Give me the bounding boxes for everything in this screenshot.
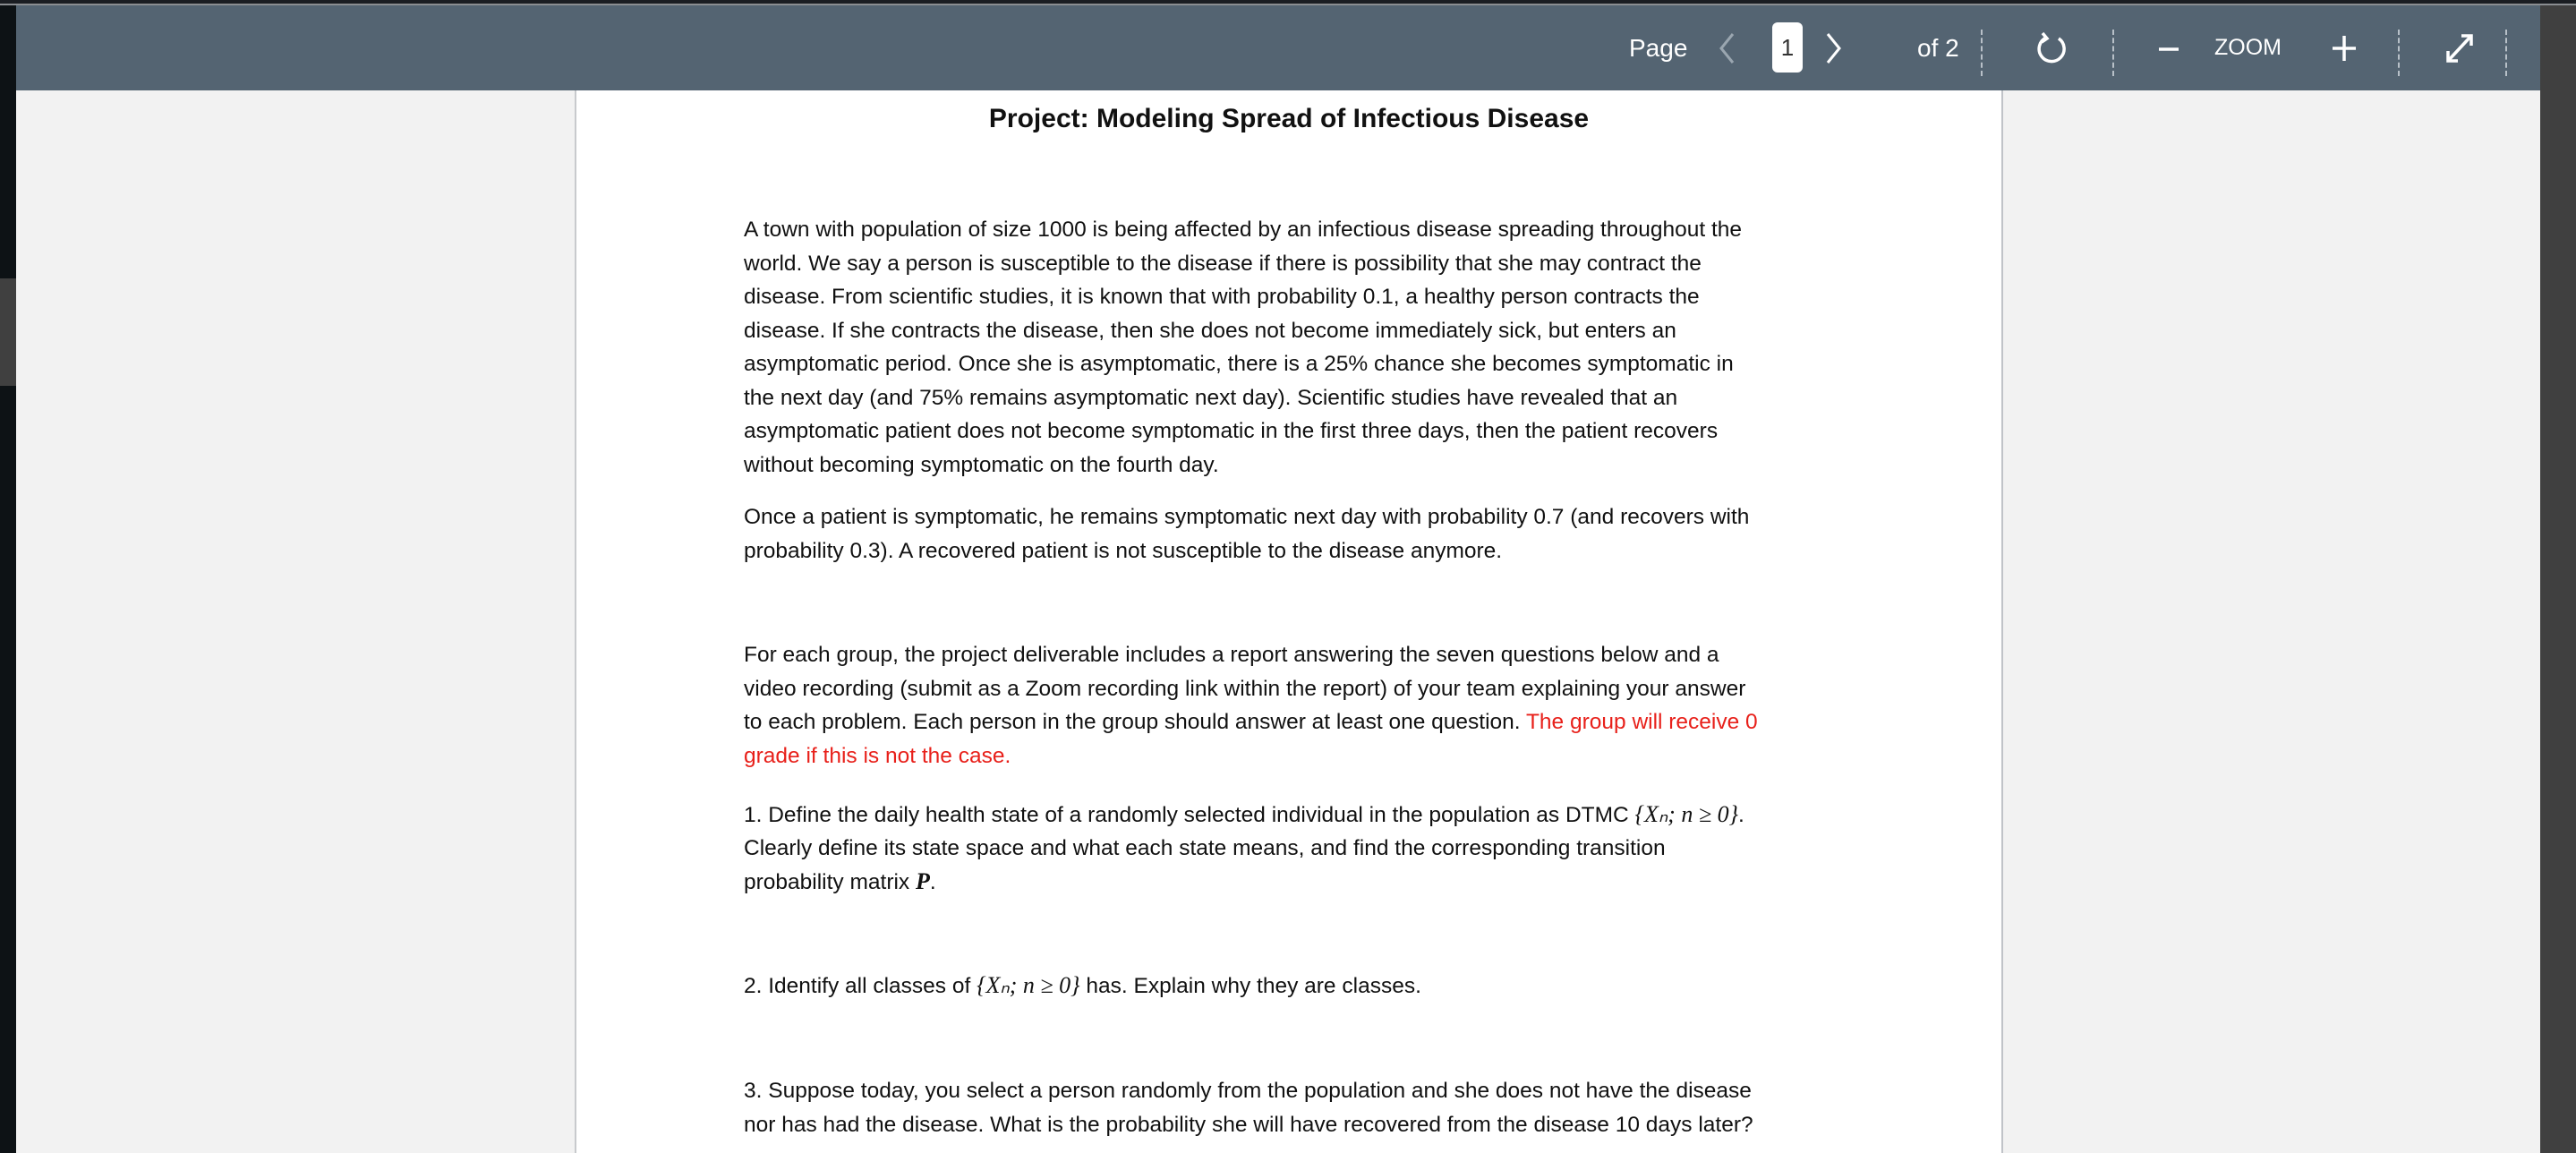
text-line: A town with population of size 1000 is being affected by an infectious disease spreading throughout the [744,218,1743,242]
text-line: video recording (submit as a Zoom recording link within the report) of your team explaining your answer [744,676,1746,701]
zoom-out-button[interactable] [2157,5,2180,90]
paragraph-symptomatic [744,500,1749,568]
text-line: . [929,870,936,894]
text-line: 1. Define the daily health state of a randomly selected individual in the population as DTMC [744,803,1635,827]
next-page-button[interactable] [1824,5,1844,90]
expand-icon [2444,30,2476,66]
question-2 [744,969,1421,1003]
text-line: . [1738,803,1744,827]
zoom-in-button[interactable] [2331,5,2358,90]
plus-icon [2331,30,2358,66]
question-3 [744,1074,1753,1141]
text-line: has. Explain why they are classes. [1079,974,1421,998]
rotate-button[interactable] [2035,5,2068,90]
text-line: probability 0.3). A recovered patient is not susceptible to the disease anymore. [744,538,1503,563]
toolbar-separator [1981,30,1983,76]
text-line: 2. Identify all classes of [744,974,977,998]
text-line: asymptomatic patient does not become symptomatic in the first three days, then the patient recovers [744,419,1719,443]
toolbar-separator [2398,30,2400,76]
text-line: nor has had the disease. What is the probability she will have recovered from the disease 10 days later? [744,1112,1753,1137]
matrix-symbol: P [915,868,930,894]
paragraph-deliverables [744,638,1758,773]
page-label: Page [1629,33,1688,62]
question-1 [744,798,1744,899]
text-line: without becoming symptomatic on the fourth day. [744,452,1219,477]
pdf-toolbar [16,5,2540,90]
toolbar-separator [2505,30,2507,76]
text-line: to each problem. Each person in the group should answer at least one question. [744,710,1526,734]
previous-page-button[interactable] [1717,5,1736,90]
left-scroll-thumb[interactable] [0,278,16,386]
text-line: disease. If she contracts the disease, then she does not become immediately sick, but enters an [744,318,1676,343]
right-scrollbar[interactable] [2540,5,2576,1153]
chevron-left-icon [1717,30,1736,66]
left-edge-panel [0,5,16,1153]
text-line: the next day (and 75% remains asymptomatic next day). Scientific studies have revealed that an [744,385,1678,410]
math-expression: {Xₙ; n ≥ 0} [1634,801,1739,827]
warning-text: The group will receive 0 [1525,710,1758,734]
page-number-input[interactable]: 1 [1772,22,1803,73]
text-line: Clearly define its state space and what each state means, and find the corresponding transition [744,835,1666,860]
total-pages-label: of 2 [1917,33,1959,62]
toolbar-separator [2112,30,2114,76]
zoom-label: ZOOM [2214,35,2282,60]
text-line: For each group, the project deliverable includes a report answering the seven questions below and a [744,643,1719,667]
chevron-right-icon [1824,30,1844,66]
math-expression: {Xₙ; n ≥ 0} [977,972,1080,998]
minus-icon [2157,30,2180,66]
document-title: Project: Modeling Spread of Infectious Disease [988,104,1590,133]
paragraph-intro [744,213,1742,482]
text-line: asymptomatic period. Once she is asymptomatic, there is a 25% chance she becomes symptomatic in [744,352,1734,376]
rotate-icon [2035,30,2068,66]
text-line: 3. Suppose today, you select a person randomly from the population and she does not have the disease [744,1079,1752,1103]
fullscreen-button[interactable] [2444,5,2476,90]
text-line: world. We say a person is susceptible to the disease if there is possibility that she may contract the [744,251,1702,276]
text-line: probability matrix [744,870,916,894]
text-line: disease. From scientific studies, it is known that with probability 0.1, a healthy person contracts the [744,285,1700,309]
text-line: Once a patient is symptomatic, he remains symptomatic next day with probability 0.7 (and recovers with [744,505,1750,529]
warning-text: grade if this is not the case. [744,743,1011,768]
